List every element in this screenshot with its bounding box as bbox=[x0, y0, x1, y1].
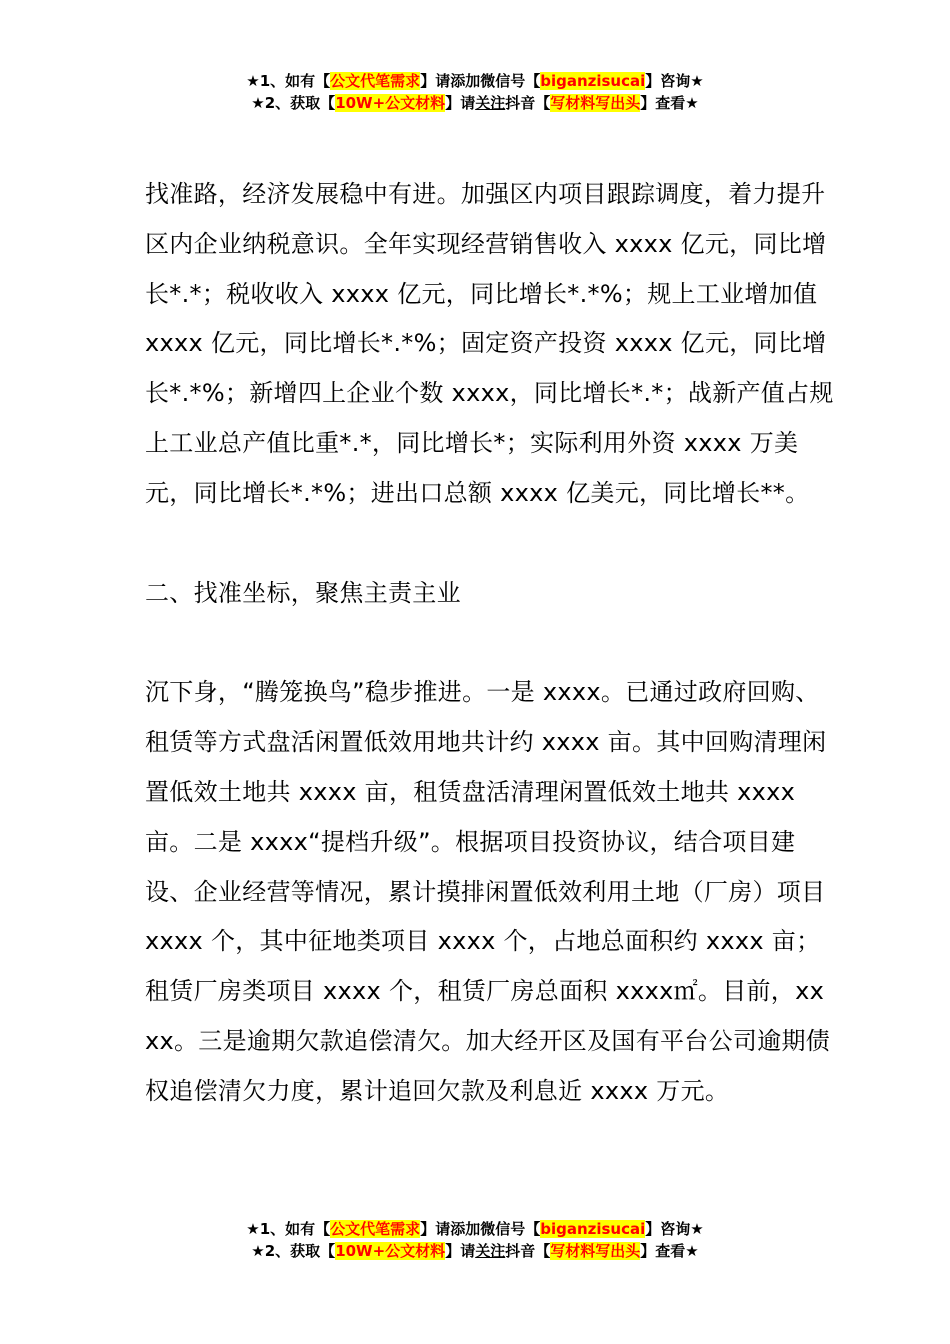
paragraph-economy: 找准路，经济发展稳中有进。加强区内项目跟踪调度，着力提升区内企业纳税意识。全年实现经营销售收入 xxxx 亿元，同比增长*.*；税收收入 xxxx 亿元，同比增长*.*%；规上工业增加值 xxxx 亿元，同比增长*.*%；固定资产投资 xxxx 亿元，同比增长*.*%；新增四上企业个数 xxxx，同比增长*.*；战新产值占规上工业总产值比重*.*，同比增长*；实际利用外资 xxxx 万美元，同比增长*.*%；进出口总额 xxxx 亿美元，同比增长**。 bbox=[145, 180, 834, 507]
douyin-account-highlight: 写材料写出头 bbox=[550, 94, 641, 112]
promo-text: 】请添加微信号【 bbox=[420, 1220, 541, 1238]
promo-text: 】咨询★ bbox=[645, 1220, 704, 1238]
promo-text: 2、获取【 bbox=[264, 1242, 336, 1260]
promo-text: 抖音【 bbox=[505, 94, 551, 112]
promo-text: 2、获取【 bbox=[264, 94, 336, 112]
star-icon: ★ bbox=[251, 1242, 265, 1260]
promo-text: 】请添加微信号【 bbox=[420, 72, 541, 90]
promo-text: 抖音【 bbox=[505, 1242, 551, 1260]
paragraph-gap bbox=[145, 618, 835, 668]
star-icon: ★ bbox=[246, 1220, 260, 1238]
promo-underlined-text: 关注 bbox=[475, 94, 506, 112]
promo-line-1 bbox=[0, 70, 950, 92]
promo-line-2 bbox=[0, 92, 950, 114]
section-heading-2: 二、找准坐标，聚焦主责主业 bbox=[145, 578, 461, 607]
promo-text: 1、如有【 bbox=[259, 72, 331, 90]
promo-highlight: 公文代笔需求 bbox=[330, 1220, 421, 1238]
promo-text: 1、如有【 bbox=[259, 1220, 331, 1238]
header-promo-banner bbox=[0, 70, 950, 114]
promo-line-2 bbox=[0, 1240, 950, 1262]
wechat-id-highlight: biganzisucai bbox=[540, 72, 646, 90]
promo-text: 】查看★ bbox=[640, 94, 699, 112]
douyin-account-highlight: 写材料写出头 bbox=[550, 1242, 641, 1260]
promo-highlight: 10W+公文材料 bbox=[335, 1242, 446, 1260]
star-icon: ★ bbox=[246, 72, 260, 90]
promo-underlined-text: 关注 bbox=[475, 1242, 506, 1260]
promo-text: 】查看★ bbox=[640, 1242, 699, 1260]
promo-highlight: 10W+公文材料 bbox=[335, 94, 446, 112]
footer-promo-banner bbox=[0, 1218, 950, 1262]
promo-highlight: 公文代笔需求 bbox=[330, 72, 421, 90]
star-icon: ★ bbox=[251, 94, 265, 112]
promo-text: 】咨询★ bbox=[645, 72, 704, 90]
paragraph-land-revitalization: 沉下身，“腾笼换鸟”稳步推进。一是 xxxx。已通过政府回购、租赁等方式盘活闲置低效用地共计约 xxxx 亩。其中回购清理闲置低效土地共 xxxx 亩，租赁盘活清理闲置低效土地共 xxxx 亩。二是 xxxx“提档升级”。根据项目投资协议，结合项目建设、企业经营等情况，累计摸排闲置低效利用土地（厂房）项目 xxxx 个，其中征地类项目 xxxx 个，占地总面积约 xxxx 亩；租赁厂房类项目 xxxx 个，租赁厂房总面积 xxxx㎡。目前，xxxx。三是逾期欠款追偿清欠。加大经开区及国有平台公司逾期债权追偿清欠力度，累计追回欠款及利息近 xxxx 万元。 bbox=[145, 678, 831, 1105]
promo-text: 】请 bbox=[445, 1242, 476, 1260]
promo-text: 】请 bbox=[445, 94, 476, 112]
paragraph-gap bbox=[145, 519, 835, 569]
promo-line-1 bbox=[0, 1218, 950, 1240]
document-body bbox=[145, 170, 835, 1117]
wechat-id-highlight: biganzisucai bbox=[540, 1220, 646, 1238]
